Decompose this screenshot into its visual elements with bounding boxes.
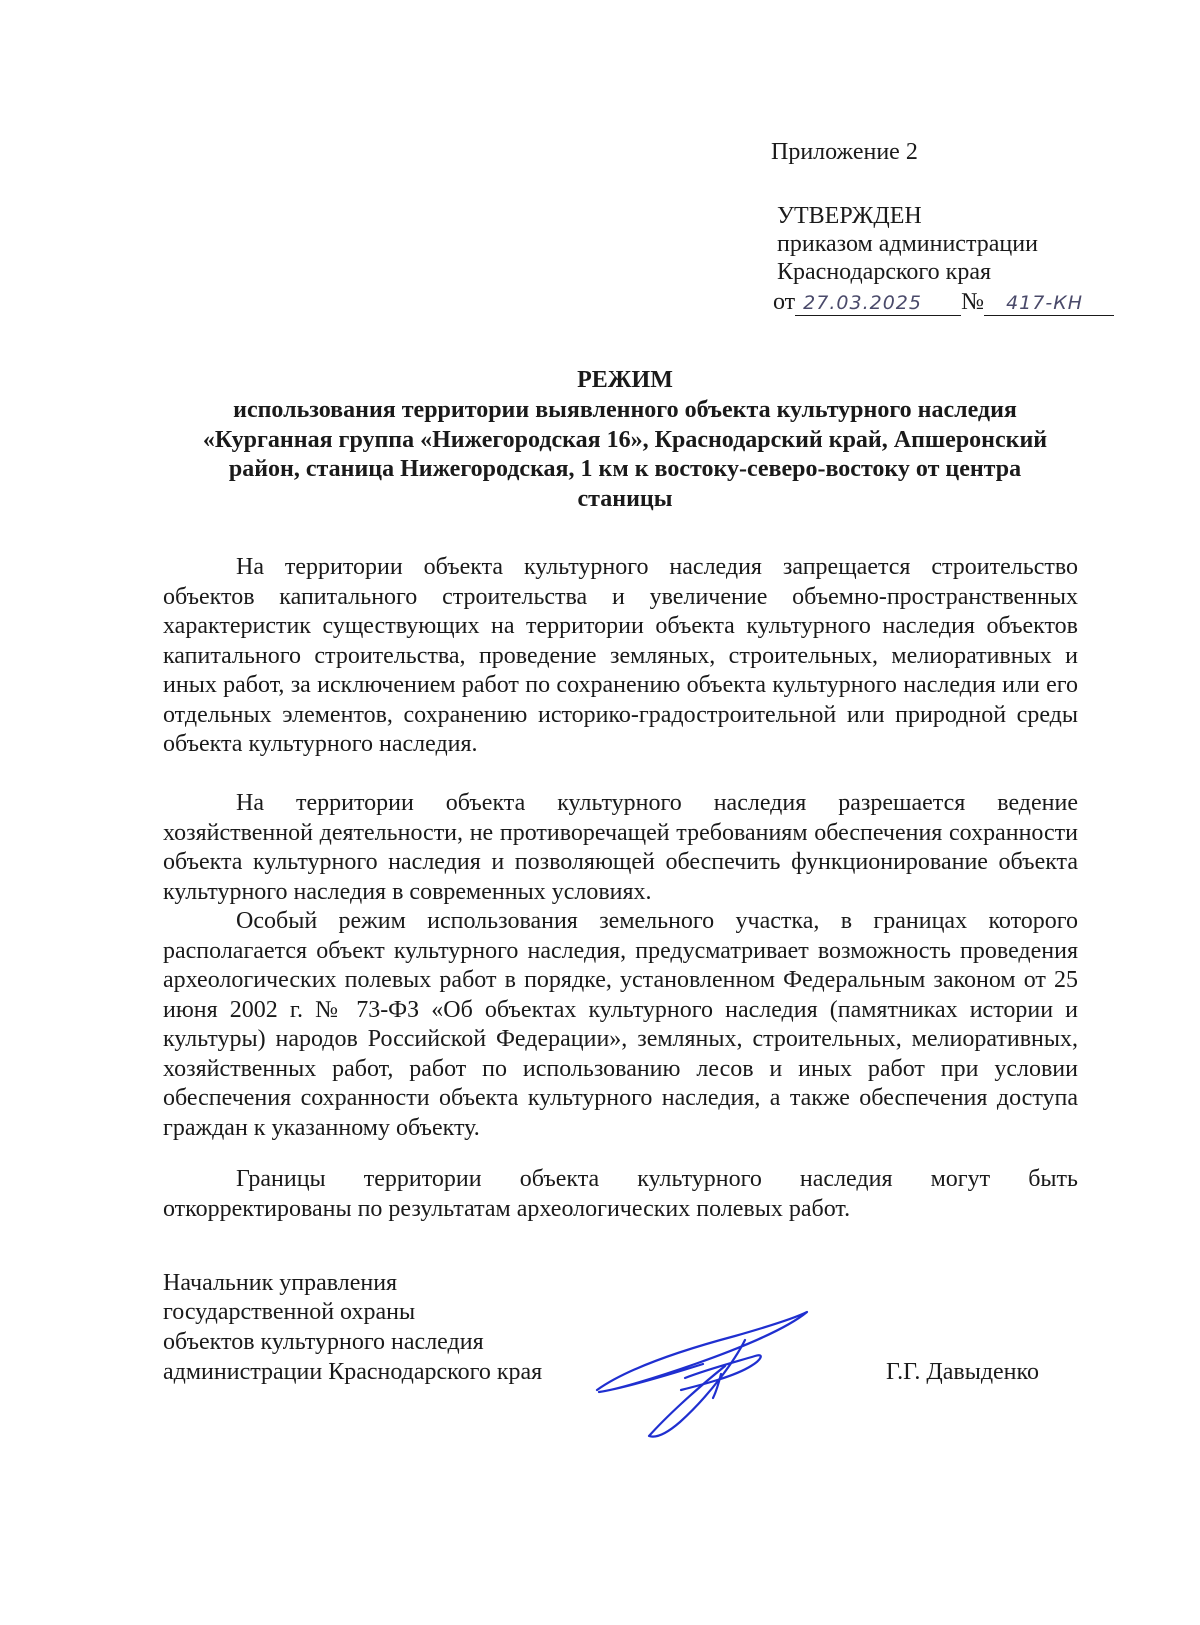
signatory-position-line3: объектов культурного наследия xyxy=(163,1329,484,1355)
handwritten-signature xyxy=(585,1300,815,1440)
paragraph-boundaries: Границы территории объекта культурного наследия могут быть откорректированы по результатам археологических полевых работ. xyxy=(163,1166,1078,1222)
approved-label: УТВЕРЖДЕН xyxy=(777,203,922,229)
appendix-label: Приложение 2 xyxy=(771,139,918,165)
paragraph-prohibitions: На территории объекта культурного наследия запрещается строительство объектов капитального строительства и увеличение объемно-пространственных характеристик существующих на территории объекта культурного наследия объектов капитального строительства, проведение земляных, строительных, мелиоративных и иных работ, за исключением работ по сохранению объекта культурного наследия или его отдельных элементов, сохранению историко-градостроительной или природной среды объекта культурного наследия. xyxy=(163,554,1078,757)
signatory-position-line1: Начальник управления xyxy=(163,1270,398,1296)
paragraph-permitted-activity: На территории объекта культурного наследия разрешается ведение хозяйственной деятельности, не противоречащей требованиям обеспечения сохранности объекта культурного наследия и позволяющей обеспечить функционирование объекта культурного наследия в современных условиях. xyxy=(163,790,1078,905)
from-label: от xyxy=(773,289,796,315)
number-label: № xyxy=(961,289,985,315)
document-title: РЕЖИМ xyxy=(577,367,673,393)
document-subtitle xyxy=(0,396,1200,514)
order-number: 417-КН xyxy=(984,291,1114,316)
signatory-position-line4: администрации Краснодарского края xyxy=(163,1359,543,1385)
subtitle-text: использования территории выявленного объекта культурного наследия «Курганная группа «Нижегородская 16», Краснодарский край, Апшеронский район, станица Нижегородская, 1 км к востоку-северо-востоку от центра станицы xyxy=(202,397,1048,512)
signatory-name: Г.Г. Давыденко xyxy=(886,1359,1039,1385)
order-date-number xyxy=(773,288,1114,316)
order-issuer-line2: Краснодарского края xyxy=(777,259,992,285)
signatory-position-line2: государственной охраны xyxy=(163,1299,416,1325)
order-issuer-line1: приказом администрации xyxy=(777,231,1038,257)
order-date: 27.03.2025 xyxy=(795,291,961,316)
paragraph-special-regime: Особый режим использования земельного участка, в границах которого располагается объект культурного наследия, предусматривает возможность проведения археологических полевых работ в порядке, установленном Федеральным законом от 25 июня 2002 г. № 73-ФЗ «Об объектах культурного наследия (памятниках истории и культуры) народов Российской Федерации», земляных, строительных, мелиоративных, хозяйственных работ, работ по использованию лесов и иных работ при условии обеспечения сохранности объекта культурного наследия, а также обеспечения доступа граждан к указанному объекту. xyxy=(163,908,1078,1141)
